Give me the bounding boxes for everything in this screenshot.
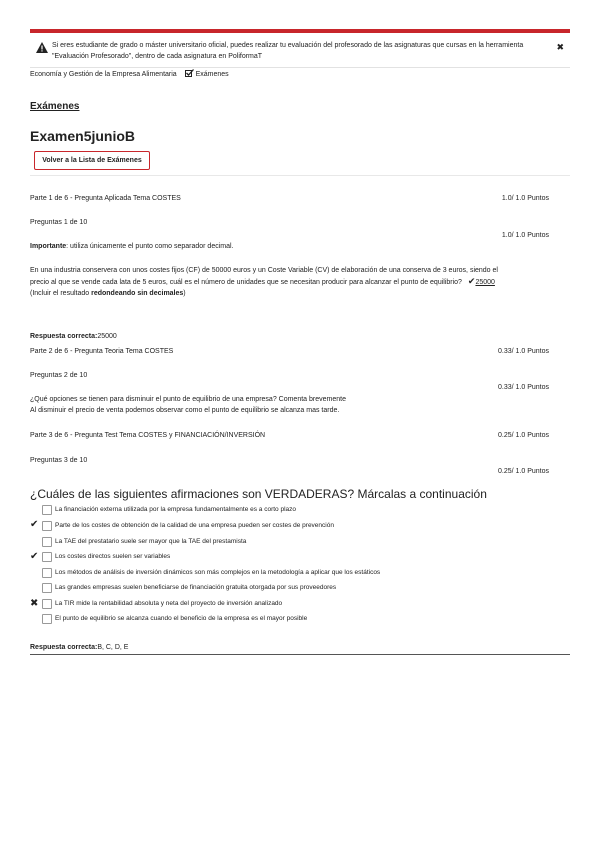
part-2-header: Parte 2 de 6 - Pregunta Teoria Tema COSTES (30, 348, 174, 355)
option-b-checkbox[interactable] (42, 521, 52, 531)
answer-input[interactable]: 25000 (475, 279, 495, 286)
question-1-important (30, 241, 234, 252)
close-icon[interactable]: ✖ (556, 42, 564, 52)
option-c[interactable]: La TAE del prestatario suele ser mayor que la TAE del prestamista (42, 537, 246, 547)
option-h[interactable]: El punto de equilibrio se alcanza cuando el beneficio de la empresa es el mayor posible (42, 614, 307, 624)
back-to-exams-button[interactable]: Volver a la Lista de Exámenes (34, 151, 150, 170)
option-e[interactable]: Los métodos de análisis de inversión dinámicos son más complejos en la metodología a aplicar que los estáticos (42, 568, 380, 578)
page-title: Examen5junioB (30, 128, 136, 144)
important-label: Importante (30, 243, 67, 250)
warning-icon (36, 42, 48, 53)
option-b-mark: ✔ (30, 519, 39, 530)
alert-message: Si eres estudiante de grado o máster universitario oficial, puedes realizar tu evaluación del profesorado de las asignaturas que cursas en la herramienta "Evaluación Profesorado", dentro de cada asignatura en PoliformaT (52, 42, 524, 60)
option-d-mark: ✔ (30, 551, 39, 562)
correct-check-icon: ✔ (467, 276, 476, 286)
question-2-label: Preguntas 2 de 10 (30, 372, 88, 379)
breadcrumb-section[interactable]: Exámenes (195, 71, 229, 78)
option-d[interactable]: Los costes directos suelen ser variables (42, 552, 170, 562)
question-1-points: 1.0/ 1.0 Puntos (501, 232, 549, 239)
option-d-checkbox[interactable] (42, 552, 52, 562)
part-1-header: Parte 1 de 6 - Pregunta Aplicada Tema COSTES (30, 195, 181, 202)
option-f-checkbox[interactable] (42, 583, 52, 593)
evaluation-alert (30, 33, 570, 65)
correct-answer-label: Respuesta correcta: (30, 644, 98, 651)
option-g-checkbox[interactable] (42, 599, 52, 609)
option-c-checkbox[interactable] (42, 537, 52, 547)
section-heading[interactable]: Exámenes (30, 101, 80, 112)
option-g-mark: ✖ (30, 598, 39, 609)
option-a-checkbox[interactable] (42, 505, 52, 515)
part-3-header: Parte 3 de 6 - Pregunta Test Tema COSTES y FINANCIACIÓN/INVERSIÓN (30, 432, 266, 439)
option-e-checkbox[interactable] (42, 568, 52, 578)
correct-answer-1 (30, 331, 117, 342)
question-1-line1: En una industria conservera con unos costes fijos (CF) de 50000 euros y un Coste Variable (CV) de elaboración de una conserva de 3 euros, siendo el (30, 267, 498, 274)
correct-answer-3 (30, 642, 128, 653)
question-1-line2: precio al que se vende cada lata de 5 euros, cuál es el número de unidades que se necesitan producir para alcanzar el punto de equilibrio? ✔25000 (30, 276, 495, 286)
question-3-text: ¿Cuáles de las siguientes afirmaciones son VERDADERAS? Márcalas a continuación (30, 487, 487, 501)
correct-answer-value: 25000 (97, 333, 117, 340)
option-h-checkbox[interactable] (42, 614, 52, 624)
part-1-points: 1.0/ 1.0 Puntos (501, 195, 549, 202)
option-b[interactable]: Parte de los costes de obtención de la calidad de una empresa pueden ser costes de prevención (42, 521, 334, 531)
question-2-points: 0.33/ 1.0 Puntos (498, 384, 549, 391)
question-3-label: Preguntas 3 de 10 (30, 457, 88, 464)
question-1-body (30, 265, 570, 299)
breadcrumb (30, 67, 570, 83)
divider (30, 175, 570, 176)
correct-answer-label: Respuesta correcta: (30, 333, 98, 340)
question-3-points: 0.25/ 1.0 Puntos (498, 468, 549, 475)
question-2-answer: Al disminuir el precio de venta podemos observar como el punto de equilibrio se alcanza mas tarde. (30, 407, 340, 414)
question-2-text: ¿Qué opciones se tienen para disminuir el punto de equilibrio de una empresa? Comenta brevemente (30, 396, 346, 403)
checklist-icon (185, 69, 194, 78)
question-1-label: Preguntas 1 de 10 (30, 219, 88, 226)
option-g[interactable]: La TIR mide la rentabilidad absoluta y neta del proyecto de inversión analizado (42, 599, 282, 609)
important-text: : utiliza únicamente el punto como separador decimal. (66, 243, 234, 250)
option-f[interactable]: Las grandes empresas suelen beneficiarse de financiación gratuita otorgada por sus proveedores (42, 583, 336, 593)
option-a[interactable]: La financiación externa utilizada por la empresa fundamentalmente es a corto plazo (42, 505, 296, 515)
part-3-points: 0.25/ 1.0 Puntos (498, 432, 549, 439)
correct-answer-value: B, C, D, E (97, 644, 129, 651)
part-2-points: 0.33/ 1.0 Puntos (498, 348, 549, 355)
divider (30, 654, 570, 655)
breadcrumb-course[interactable]: Economía y Gestión de la Empresa Alimentaria (30, 71, 177, 78)
question-1-line3: (Incluir el resultado redondeando sin decimales) (30, 290, 186, 297)
